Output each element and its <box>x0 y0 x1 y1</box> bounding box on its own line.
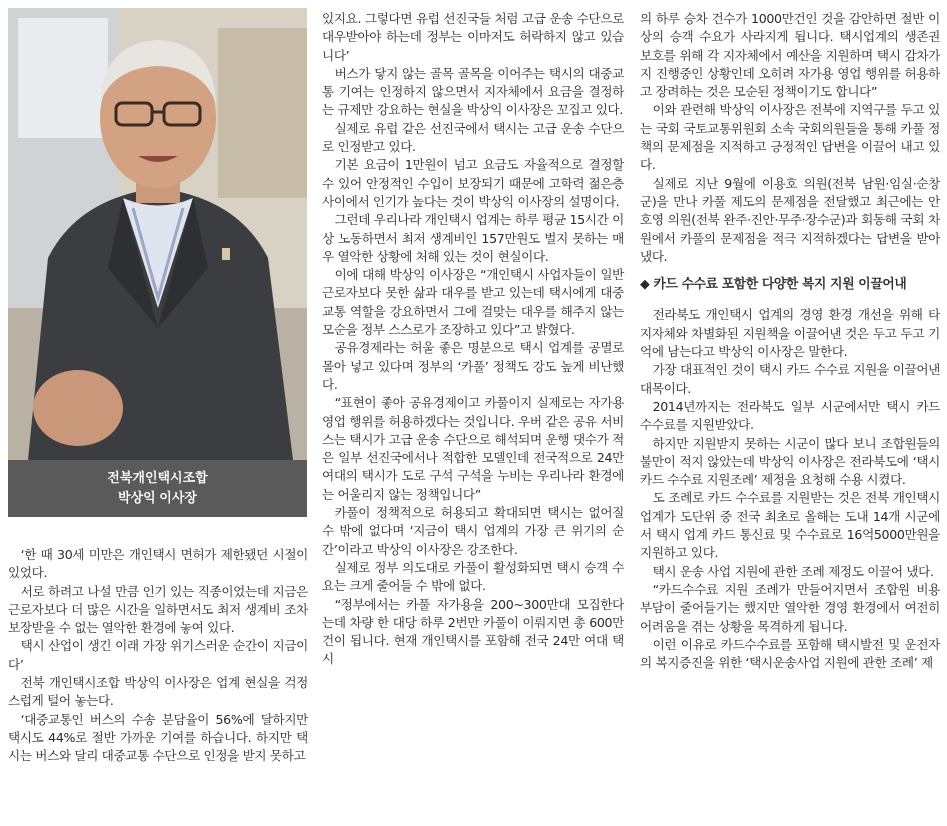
paragraph: 서로 하려고 나설 만큼 인기 있는 직종이었는데 지금은 근로자보다 더 많은 시간을 일하면서도 최저 생계비 조차 보장받을 수 없는 열악한 환경에 놓여 있다. <box>8 583 308 636</box>
paragraph: 실제로 지난 9월에 이용호 의원(전북 남원·임실·순창군)을 만나 카풀 제도의 문제점을 전달했고 최근에는 안호영 의원(전북 완주·진안·무주·장수군)과 회동해 국회 차원에서 카풀의 문제점을 적극 지적하겠다는 답변을 받아냈다. <box>640 175 941 264</box>
paragraph: 전라북도 개인택시 업계의 경영 환경 개선을 위해 타 지자체와 차별화된 지원책을 이끌어낸 것은 두고 두고 기억에 남는다고 박상익 이사장은 말한다. <box>640 307 940 360</box>
section-heading <box>640 276 940 294</box>
paragraph: 카풀이 정책적으로 허용되고 확대되면 택시는 없어질 수 밖에 없다며 ‘지금이 택시 업계의 가장 큰 위기의 순간’이라고 박상익 이사장은 강조한다. <box>322 505 624 557</box>
portrait-illustration <box>8 8 307 460</box>
article-column-2 <box>322 10 624 669</box>
caption-person: 박상익 이사장 <box>118 490 197 505</box>
article-column-1 <box>8 546 308 766</box>
paragraph: 버스가 닿지 않는 골목 골목을 이어주는 택시의 대중교통 기여는 인정하지 않으면서 지자체에서 요금을 결정하는 규제만 강요하는 현실을 박상익 이사장은 꼬집고 있다. <box>322 65 624 118</box>
paragraph: 있지요. 그렇다면 유럽 선진국들 처럼 고급 운송 수단으로 대우받아야 하는데 정부는 이마저도 허락하지 않고 있습니다’ <box>322 11 624 63</box>
paragraph: 실제로 정부 의도대로 카풀이 활성화되면 택시 승객 수요는 크게 줄어들 수 밖에 없다. <box>322 559 624 594</box>
paragraph: 2014년까지는 전라북도 일부 시군에서만 택시 카드 수수료를 지원받았다. <box>640 398 940 433</box>
paragraph: 공유경제라는 허울 좋은 명분으로 택시 업계를 공멸로 몰아 넣고 있다며 정부의 ‘카풀’ 정책도 강도 높게 비난했다. <box>322 340 624 392</box>
paragraph: ‘한 때 30세 미만은 개인택시 면허가 제한됐던 시절이 있었다. <box>8 547 308 581</box>
section-heading-text: 카드 수수료 포함한 다양한 복지 지원 이끌어내 <box>653 277 907 293</box>
paragraph: 택시 산업이 생긴 이래 가장 위기스러운 순간이 지금이다’ <box>8 638 308 672</box>
paragraph: 실제로 유럽 같은 선진국에서 택시는 고급 운송 수단으로 인정받고 있다. <box>322 120 624 155</box>
paragraph: 택시 운송 사업 지원에 관한 조례 제정도 이끌어 냈다. <box>652 563 934 579</box>
paragraph: 이런 이유로 카드수수료를 포함해 택시발전 및 운전자의 복지증진을 위한 ‘택시운송사업 지원에 관한 조례’ 제 <box>640 636 940 671</box>
paragraph: ‘대중교통인 버스의 수송 분담율이 56%에 달하지만 택시도 44%로 절반 가까운 기여를 하습니다. 하지만 택시는 버스와 달리 대중교통 수단으로 인정을 받지 못하고 <box>8 711 308 764</box>
paragraph: 의 하루 승차 건수가 1000만건인 것을 감안하면 절반 이상의 승객 수요가 사라지게 됩니다. 택시업계의 생존권 보호를 위해 각 지자체에서 예산을 지원하며 택시 감차가 지 진행중인 상황인데 오히려 자가용 영업 행위를 허용하고 장려하는 것은 모순된 정책이기도 합니다” <box>640 11 940 100</box>
paragraph: 그런데 우리나라 개인택시 업계는 하루 평균 15시간 이상 노동하면서 최저 생계비인 157만원도 벌지 못하는 매우 열악한 상황에 처해 있는 것이 현실이다. <box>322 212 624 264</box>
paragraph: 이에 대해 박상익 이사장은 “개인택시 사업자들이 일반 근로자보다 못한 삶과 대우를 받고 있는데 택시에게 대중교통 역할을 강요하면서 그에 걸맞는 대우를 해주지 않는 모순을 정부 스스로가 조장하고 있다”고 밝혔다. <box>322 267 624 338</box>
diamond-bullet-icon: ◆ <box>640 277 650 293</box>
photo-caption <box>8 460 307 517</box>
article-column-3 <box>640 10 940 672</box>
paragraph: “표현이 좋아 공유경제이고 카풀이지 실제로는 자가용 영업 행위를 허용하겠다는 것입니다. 우버 같은 공유 서비스는 택시가 고급 운송 수단으로 해석되며 운행 댓수가 적은 일부 선진국에서나 적합한 모델인데 전국적으로 24만 여대의 택시가 도로 구석 구석을 누비는 우리나라 환경에는 어울리지 않는 정책입니다” <box>322 395 624 502</box>
caption-organization: 전북개인택시조합 <box>107 470 208 485</box>
paragraph: 도 조례로 카드 수수료를 지원받는 것은 전북 개인택시 업계가 도단위 중 전국 최초로 올해는 도내 14개 시군에서 택시 업계 카드 통신료 및 수수료로 16억5000만원을 지원하고 있다. <box>640 490 940 561</box>
paragraph: 기본 요금이 1만원이 넘고 요금도 자율적으로 결정할 수 있어 안정적인 수입이 보장되기 때문에 고학력 젊은층 사이에서 인기가 높다는 것이 박상익 이사장의 설명이다. <box>322 157 624 209</box>
paragraph: 하지만 지원받지 못하는 시군이 많다 보니 조합원들의 불만이 적지 않았는데 박상익 이사장은 전라북도에 ‘택시 카드 수수료 지원조례’ 제정을 요청해 수용 시켰다. <box>640 435 940 488</box>
paragraph: “카드수수료 지원 조례가 만들어지면서 조합원 비용 부담이 줄어들기는 했지만 열악한 경영 환경에서 여전히 어려움을 겪는 상황을 목격하게 됩니다. <box>640 581 940 634</box>
interviewee-photo <box>8 8 307 460</box>
paragraph: “정부에서는 카풀 자가용을 200~300만대 모집한다는데 차량 한 대당 하루 2번만 카풀이 이뤄지면 총 600만건이 됩니다. 현재 개인택시를 포함해 전국 24만 여대 택시 <box>322 596 624 667</box>
paragraph: 이와 관련해 박상익 이사장은 전북에 지역구를 두고 있는 국회 국토교통위원회 소속 국회의원들을 통해 카풀 정책의 문제점을 지적하고 긍정적인 답변을 이끌어 내고 있다. <box>640 102 940 173</box>
paragraph: 전북 개인택시조합 박상익 이사장은 업계 현실을 걱정스럽게 털어 놓는다. <box>8 675 308 709</box>
paragraph: 가장 대표적인 것이 택시 카드 수수료 지원을 이끌어낸 대목이다. <box>640 362 940 396</box>
